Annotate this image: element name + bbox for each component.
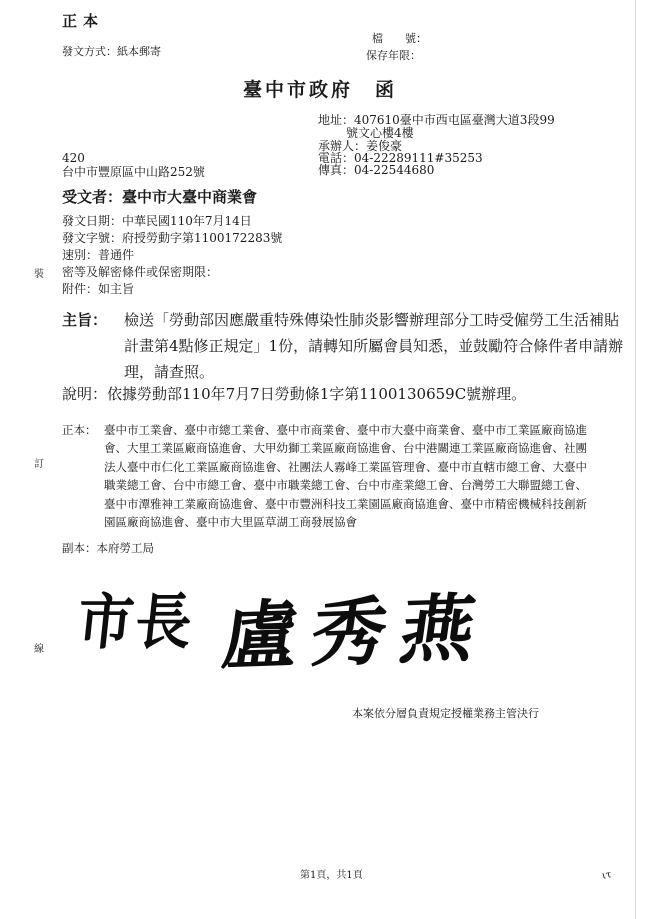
sender-address-line1: 地址：407610臺中市西屯區臺灣大道3段99 bbox=[318, 113, 555, 127]
sender-phone: 電話：04-22289111#35253 bbox=[318, 151, 483, 165]
sender-handler: 承辦人：姜俊豪 bbox=[318, 139, 403, 153]
explanation: 說明：依據勞動部110年7月7日勞動條1字第1100130659C號辦理。 bbox=[62, 385, 527, 403]
delegation-note: 本案依分層負責規定授權業務主管決行 bbox=[352, 707, 539, 720]
send-method: 發文方式：紙本郵寄 bbox=[62, 45, 161, 58]
distribution-list: 臺中市工業會、臺中市總工業會、臺中市商業會、臺中市大臺中商業會、臺中市工業區廠商協進會、大里工業區廠商協進會、大甲幼獅工業區廠商協進會、台中港關連工業區廠商協進會、社團法人臺中市仁化工業區廠商協進會、社團法人霧峰工業區管理會、臺中市直轄市總工會、大臺中職業總工會、台中市總工會、臺中市職業總工會、台中市產業總工會、台灣勞工大聯盟總工會、臺中市潭雅神工業廠商協進會、臺中市豐洲科技工業園區廠商協進會、臺中市精密機械科技創新園區廠商協進會、臺中市大里區草湖工商發展協會 bbox=[104, 423, 587, 530]
sender-address-line2: 號文心樓4樓 bbox=[346, 126, 414, 140]
copy-type: 正本 bbox=[62, 12, 105, 30]
document-meta bbox=[62, 213, 282, 298]
retention-period: 保存年限： bbox=[366, 49, 421, 62]
page-edge-line bbox=[635, 0, 636, 919]
subject-label: 主旨： bbox=[62, 311, 108, 329]
document-title: 臺中市政府 函 bbox=[243, 79, 398, 101]
sender-fax: 傳真：04-22544680 bbox=[318, 163, 435, 177]
recipient: 受文者：臺中市大臺中商業會 bbox=[62, 188, 258, 206]
recipient-zip: 420 bbox=[62, 151, 85, 165]
signature-title: 市長 bbox=[73, 586, 198, 658]
document-number: 發文字號：府授勞動字第1100172283號 bbox=[62, 231, 283, 245]
binding-mark-install: 裝 bbox=[34, 269, 44, 280]
attachment: 附件：如主旨 bbox=[62, 282, 135, 296]
binding-mark-line: 線 bbox=[34, 644, 44, 655]
carbon-copy: 副本：本府勞工局 bbox=[62, 541, 154, 555]
recipient-street: 台中市豐原區中山路252號 bbox=[62, 165, 205, 179]
file-number: 檔 號： bbox=[372, 32, 427, 45]
secrecy-level: 密等及解密條件或保密期限： bbox=[62, 265, 219, 279]
corner-handwritten-mark: ιτ bbox=[600, 869, 613, 882]
delivery-speed: 速別：普通件 bbox=[62, 248, 135, 262]
distribution-label: 正本： bbox=[62, 423, 97, 437]
binding-mark-bind: 訂 bbox=[34, 459, 44, 470]
issue-date: 發文日期：中華民國110年7月14日 bbox=[62, 214, 252, 228]
subject-text: 檢送「勞動部因應嚴重特殊傳染性肺炎影響辦理部分工時受僱勞工生活補貼計畫第4點修正規定」1份，請轉知所屬會員知悉，並鼓勵符合條件者申請辦理，請查照。 bbox=[124, 311, 624, 381]
signature-name: 盧秀燕 bbox=[217, 585, 495, 681]
subject bbox=[62, 307, 624, 381]
page-footer: 第1頁，共1頁 bbox=[300, 870, 363, 881]
